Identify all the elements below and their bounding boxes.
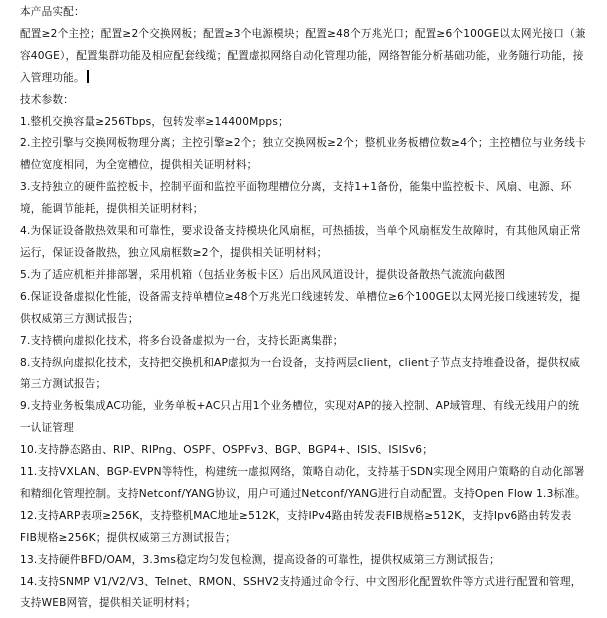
spec-item-5: 5.为了适应机柜并排部署，采用机箱（包括业务板卡区）后出风风道设计，提供设备散热气流流向截图 <box>20 268 506 281</box>
spec-item-7: 7.支持横向虚拟化技术，将多台设备虚拟为一台，支持长距离集群； <box>20 334 344 347</box>
spec-item-12: 12.支持ARP表项≥256K，支持整机MAC地址≥512K，支持IPv4路由转发表FIB规格≥512K，支持Ipv6路由转发表FIB规格≥256K；提供权威第三方测试报告； <box>20 509 572 544</box>
spec-item-6: 6.保证设备虚拟化性能，设备需支持单槽位≥48个万兆光口线速转发、单槽位≥6个100GE以太网光接口线速转发，提供权威第三方测试报告； <box>20 290 581 325</box>
spec-item-4: 4.为保证设备散热效果和可靠性，要求设备支持模块化风扇框，可热插拔，当单个风扇框发生故障时，有其他风扇正常运行，保证设备散热，独立风扇框数≥2个，提供相关证明材料； <box>20 225 581 259</box>
spec-item-3: 3.支持独立的硬件监控板卡，控制平面和监控平面物理槽位分离，支持1+1备份，能集中监控板卡、风扇、电源、环境，能调节能耗，提供相关证明材料； <box>20 181 572 216</box>
spec-item-2: 2.主控引擎与交换网板物理分离；主控引擎≥2个；独立交换网板≥2个；整机业务板槽位数≥4个；主控槽位与业务线卡槽位宽度相同，为全宽槽位，提供相关证明材料； <box>20 137 586 172</box>
spec-item-14: 14.支持SNMP V1/V2/V3、Telnet、RMON、SSHV2支持通过命令行、中文图形化配置软件等方式进行配置和管理，支持WEB网管，提供相关证明材料； <box>20 575 582 610</box>
spec-item-13: 13.支持硬件BFD/OAM，3.3ms稳定均匀发包检测，提高设备的可靠性，提供权威第三方测试报告； <box>20 553 500 566</box>
spec-item-11: 11.支持VXLAN、BGP-EVPN等特性，构建统一虚拟网络，策略自动化，支持基于SDN实现全网用户策略的自动化部署和精细化管理控制。支持Netconf/YANG协议，用户可通过Netconf/YANG进行自动配置。支持Open Flow 1.3标准。 <box>20 466 586 500</box>
spec-item-8: 8.支持纵向虚拟化技术，支持把交换机和AP虚拟为一台设备，支持两层client，client子节点支持堆叠设备，提供权威第三方测试报告； <box>20 356 581 391</box>
spec-item-10: 10.支持静态路由、RIP、RIPng、OSPF、OSPFv3、BGP、BGP4+、ISIS、ISISv6； <box>20 444 434 457</box>
spec-item-9: 9.支持业务板集成AC功能，业务单板+AC只占用1个业务槽位，实现对AP的接入控制、AP域管理、有线无线用户的统一认证管理 <box>20 400 580 435</box>
config-paragraph[interactable] <box>20 24 587 90</box>
spec-item-1: 1.整机交换容量≥256Tbps，包转发率≥14400Mpps； <box>20 115 289 128</box>
config-text: 配置≥2个主控；配置≥2个交换网板；配置≥3个电源模块；配置≥48个万兆光口；配置≥6个100GE以太网光接口（兼容40GE），配置集群功能及相应配套线缆；配置虚拟网络自动化管理功能，网络智能分析基础功能，业务随行功能，接入管理功能。 <box>20 27 586 84</box>
section-heading-tech: 技术参数： <box>20 93 74 106</box>
section-heading-config: 本产品实配： <box>20 6 85 18</box>
text-cursor <box>87 70 89 83</box>
